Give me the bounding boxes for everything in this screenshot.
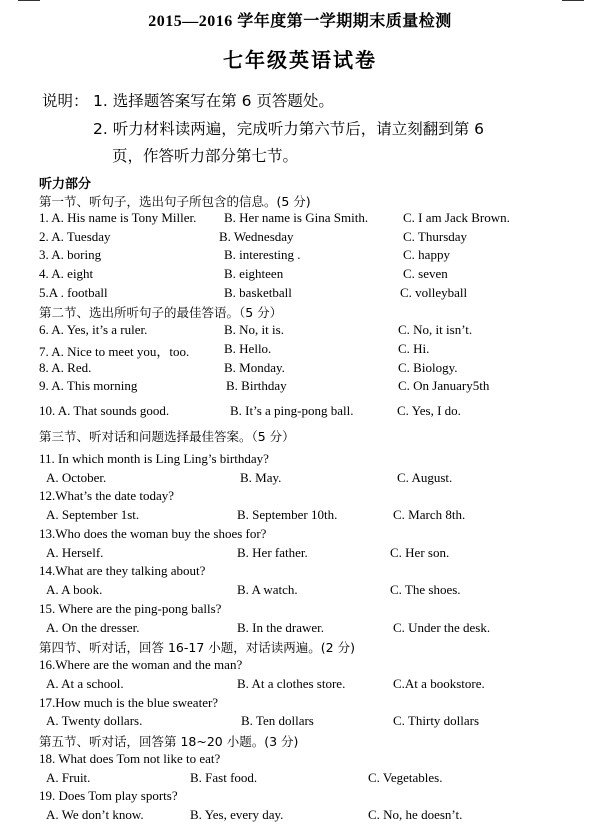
- option-b: B. A watch.: [237, 582, 298, 597]
- answer-options-row: [0, 582, 600, 600]
- option-b: B. Ten dollars: [241, 713, 314, 728]
- notes-label: 说明：: [42, 92, 89, 110]
- option-a: 1. A. His name is Tony Miller.: [39, 210, 197, 225]
- option-a: A. September 1st.: [46, 507, 140, 522]
- listening-section-heading: 听力部分: [39, 177, 92, 192]
- answer-options-row: [0, 266, 600, 284]
- option-b: B. eighteen: [224, 266, 284, 281]
- note-item-2-continued: 页，作答听力部分第七节。: [112, 147, 299, 165]
- option-c: C. I am Jack Brown.: [403, 210, 510, 225]
- option-a: 2. A. Tuesday: [39, 229, 111, 244]
- option-c: C. volleyball: [400, 285, 468, 300]
- option-c: C.At a bookstore.: [393, 676, 485, 691]
- option-b: B. At a clothes store.: [237, 676, 346, 691]
- corner-mark-right: [562, 0, 584, 1]
- note-item-2: 2. 听力材料读两遍，完成听力第六节后，请立刻翻到第 6: [93, 120, 485, 138]
- option-c: C. Vegetables.: [368, 770, 443, 785]
- answer-options-row: [0, 545, 600, 563]
- line-text: 第二节、选出所听句子的最佳答语。（5 分）: [39, 305, 283, 320]
- question-stem: [0, 695, 600, 713]
- section-instruction: [0, 427, 600, 445]
- option-b: B. interesting .: [224, 247, 301, 262]
- option-c: C. No, he doesn’t.: [368, 807, 463, 822]
- answer-options-row: [0, 807, 600, 825]
- option-c: C. Yes, I do.: [397, 403, 461, 418]
- exam-subtitle: 七年级英语试卷: [223, 50, 377, 72]
- option-c: C. On January5th: [398, 378, 490, 393]
- option-a: A. Fruit.: [46, 770, 91, 785]
- question-stem: [0, 526, 600, 544]
- line-text: 19. Does Tom play sports?: [39, 788, 178, 803]
- option-b: B. basketball: [224, 285, 292, 300]
- line-text: 第四节、听对话，回答 16-17 小题，对话读两遍。(2 分): [39, 640, 355, 655]
- option-c: C. Hi.: [398, 341, 430, 356]
- option-a: 5.A . football: [39, 285, 108, 300]
- option-b: B. Wednesday: [219, 229, 294, 244]
- line-text: 12.What’s the date today?: [39, 488, 175, 503]
- question-stem: [0, 488, 600, 506]
- answer-options-row: [0, 285, 600, 303]
- line-text: 第一节、听句子，选出句子所包含的信息。(5 分): [39, 194, 311, 209]
- answer-options-row: [0, 378, 600, 396]
- question-stem: [0, 788, 600, 806]
- option-c: C. Biology.: [398, 360, 458, 375]
- answer-options-row: [0, 247, 600, 265]
- option-c: C. March 8th.: [393, 507, 466, 522]
- line-text: 16.Where are the woman and the man?: [39, 657, 243, 672]
- line-text: 第五节、听对话，回答第 18~20 小题。(3 分): [39, 734, 299, 749]
- option-b: B. May.: [240, 470, 282, 485]
- answer-options-row: [0, 507, 600, 525]
- answer-options-row: [0, 470, 600, 488]
- option-c: C. seven: [403, 266, 448, 281]
- corner-mark-left: [18, 0, 40, 1]
- line-text: 第三节、听对话和问题选择最佳答案。（5 分）: [39, 429, 295, 444]
- answer-options-row: [0, 676, 600, 694]
- option-b: B. In the drawer.: [237, 620, 325, 635]
- option-a: 7. A. Nice to meet you，too.: [39, 344, 190, 359]
- option-a: 3. A. boring: [39, 247, 102, 262]
- section-instruction: [0, 638, 600, 656]
- answer-options-row: [0, 713, 600, 731]
- option-a: A. On the dresser.: [46, 620, 140, 635]
- option-a: A. October.: [46, 470, 107, 485]
- option-c: C. Her son.: [390, 545, 450, 560]
- option-b: B. Birthday: [226, 378, 287, 393]
- question-stem: [0, 657, 600, 675]
- option-c: C. Under the desk.: [393, 620, 491, 635]
- option-b: B. Her name is Gina Smith.: [224, 210, 369, 225]
- option-b: B. Yes, every day.: [190, 807, 284, 822]
- option-c: C. August.: [397, 470, 453, 485]
- line-text: 18. What does Tom not like to eat?: [39, 751, 221, 766]
- option-c: C. Thirty dollars: [393, 713, 480, 728]
- option-b: B. It’s a ping-pong ball.: [230, 403, 354, 418]
- line-text: 15. Where are the ping-pong balls?: [39, 601, 222, 616]
- exam-title: 2015—2016 学年度第一学期期末质量检测: [148, 13, 452, 30]
- option-a: 9. A. This morning: [39, 378, 138, 393]
- option-b: B. Hello.: [224, 341, 272, 356]
- question-stem: [0, 751, 600, 769]
- question-stem: [0, 601, 600, 619]
- answer-options-row: [0, 229, 600, 247]
- line-text: 13.Who does the woman buy the shoes for?: [39, 526, 267, 541]
- option-c: C. No, it isn’t.: [398, 322, 473, 337]
- option-b: B. Fast food.: [190, 770, 258, 785]
- option-c: C. The shoes.: [390, 582, 461, 597]
- option-a: A. Twenty dollars.: [46, 713, 143, 728]
- answer-options-row: [0, 770, 600, 788]
- answer-options-row: [0, 210, 600, 228]
- option-c: C. Thursday: [403, 229, 468, 244]
- section-instruction: [0, 732, 600, 750]
- line-text: 17.How much is the blue sweater?: [39, 695, 219, 710]
- answer-options-row: [0, 403, 600, 421]
- line-text: 11. In which month is Ling Ling’s birthday?: [39, 451, 269, 466]
- option-a: A. We don’t know.: [46, 807, 144, 822]
- answer-options-row: [0, 341, 600, 359]
- question-stem: [0, 563, 600, 581]
- line-text: 14.What are they talking about?: [39, 563, 206, 578]
- answer-options-row: [0, 322, 600, 340]
- note-item-1: 1. 选择题答案写在第 6 页答题处。: [93, 92, 334, 110]
- section-instruction: [0, 303, 600, 321]
- option-a: 4. A. eight: [39, 266, 94, 281]
- option-a: A. A book.: [46, 582, 103, 597]
- option-a: 6. A. Yes, it’s a ruler.: [39, 322, 148, 337]
- option-b: B. No, it is.: [224, 322, 284, 337]
- answer-options-row: [0, 360, 600, 378]
- answer-options-row: [0, 620, 600, 638]
- option-b: B. September 10th.: [237, 507, 338, 522]
- option-c: C. happy: [403, 247, 450, 262]
- option-b: B. Her father.: [237, 545, 308, 560]
- section-instruction: [0, 192, 600, 210]
- option-a: A. At a school.: [46, 676, 124, 691]
- option-a: 10. A. That sounds good.: [39, 403, 170, 418]
- option-a: 8. A. Red.: [39, 360, 92, 375]
- option-a: A. Herself.: [46, 545, 104, 560]
- option-b: B. Monday.: [224, 360, 285, 375]
- question-stem: [0, 451, 600, 469]
